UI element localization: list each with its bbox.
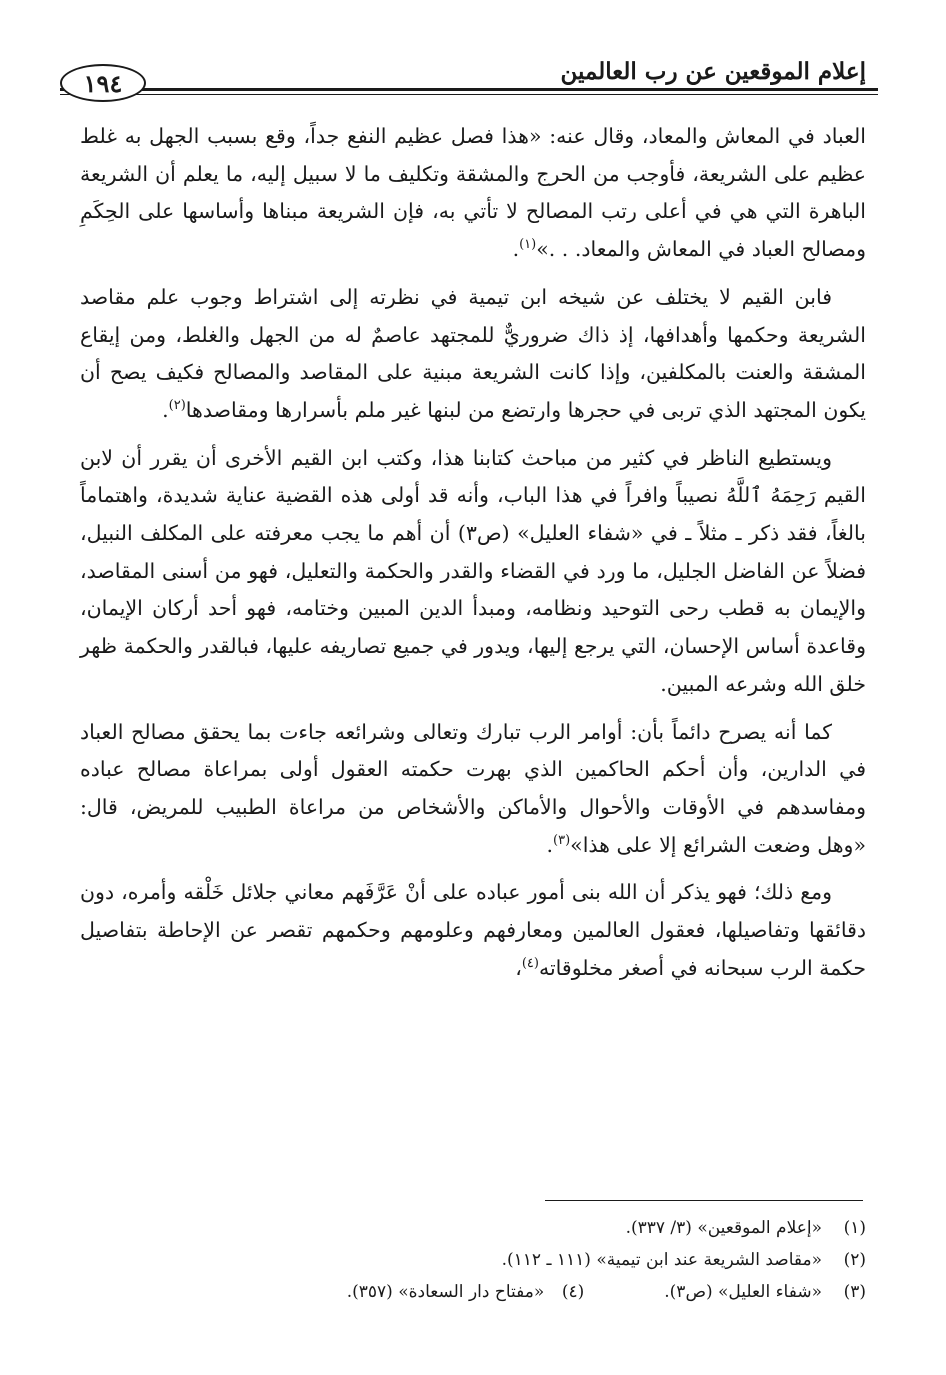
footnote-text: «إعلام الموقعين» (٣/ ٣٣٧).	[625, 1218, 822, 1238]
footnotes	[80, 1212, 866, 1308]
footnote-ref[interactable]: (٤)	[521, 955, 539, 971]
footnote-number: (٢)	[843, 1250, 866, 1270]
paragraph-text: العباد في المعاش والمعاد، وقال عنه: «هذا فصل عظيم النفع جداً، وقع بسبب الجهل به غلط عظيم على الشريعة، فأوجب من الحرج والمشقة وتكليف ما لا سبيل إليه، ما يعلم أن الشريعة الباهرة التي هي في أعلى رتب المصالح لا تأتي به، فإن الشريعة مبناها وأساسها على الحِكَمِ ومصالح العباد في المعاش والمعاد. . .»	[80, 124, 866, 262]
footnote-number: (١)	[843, 1218, 866, 1238]
paragraph-end: .	[546, 832, 554, 857]
paragraph	[80, 440, 866, 704]
footnote-number: (٤)	[561, 1282, 585, 1302]
running-header	[60, 52, 878, 102]
book-title: إعلام الموقعين عن رب العالمين	[560, 58, 866, 85]
paragraph-text: ومع ذلك؛ فهو يذكر أن الله بنى أمور عباده على أنْ عَرَّفَهم معاني جلائل خَلْقه وأمره، دون دقائقها وتفاصيلها، فعقول العالمين ومعارفهم وعلومهم وحكمهم تقصر عن الإحاطة بتفاصيل حكمة الرب سبحانه في أصغر مخلوقاته	[80, 880, 866, 980]
footnote-ref[interactable]: (١)	[519, 237, 537, 253]
footnote-text: «مقاصد الشريعة عند ابن تيمية» (١١١ ـ ١١٢).	[501, 1250, 822, 1270]
paragraph	[80, 874, 866, 987]
footnote	[347, 1276, 585, 1308]
footnote	[80, 1212, 866, 1244]
paragraph	[80, 118, 866, 269]
paragraph	[80, 279, 866, 430]
footnote-separator	[545, 1200, 863, 1201]
paragraph-text: كما أنه يصرح دائماً بأن: أوامر الرب تبارك وتعالى وشرائعه جاءت بما يحقق مصالح العباد في الدارين، وأن أحكم الحاكمين الذي بهرت حكمته العقول أولى بمراعاة مصالح عباده ومفاسدهم في الأوقات والأحوال والأماكن والأشخاص من مراعاة الطبيب للمريض، قال: «وهل وضعت الشرائع إلا على هذا»	[80, 719, 866, 857]
header-rule-thick	[60, 88, 878, 91]
page-number: ١٩٤	[60, 64, 146, 102]
footnote-text: «مفتاح دار السعادة» (٣٥٧).	[346, 1282, 545, 1302]
footnote	[80, 1244, 866, 1276]
paragraph-end: .	[162, 397, 169, 422]
paragraph-end: .	[512, 237, 520, 262]
footnote-ref[interactable]: (٣)	[553, 832, 571, 848]
footnote-pair	[80, 1276, 866, 1308]
footnote-number: (٣)	[843, 1282, 866, 1302]
footnote-text: «شفاء العليل» (ص٣).	[664, 1282, 822, 1302]
header-rule-thin	[60, 94, 878, 95]
paragraph-text: فابن القيم لا يختلف عن شيخه ابن تيمية في نظرته إلى اشتراط وجوب علم مقاصد الشريعة وحكمها وأهدافها، إذ ذاك ضروريٌّ للمجتهد عاصمٌ له من الجهل والغلط، ومن إيقاع المشقة والعنت بالمكلفين، وإذا كانت الشريعة مبنية على المقاصد والمصالح فكيف يصح أن يكون المجتهد الذي تربى في حجرها وارتضع من لبنها غير ملم بأسرارها ومقاصدها	[80, 284, 866, 422]
paragraph	[80, 714, 866, 865]
main-text	[80, 118, 866, 997]
footnote-ref[interactable]: (٢)	[168, 398, 186, 414]
paragraph-text: ويستطيع الناظر في كثير من مباحث كتابنا هذا، وكتب ابن القيم الأخرى أن يقرر أن لابن القيم رَحِمَهُ ٱللَّهُ نصيباً وافراً في هذا الباب، وأنه قد أولى هذه القضية عناية شديدة، واهتماماً بالغاً، فقد ذكر ـ مثلاً ـ في «شفاء العليل» (ص٣) أن أهم ما يجب معرفته على المكلف النبيل، فضلاً عن الفاضل الجليل، ما ورد في القضاء والقدر والحكمة والتعليل، فهو من أسنى المقاصد، والإيمان به قطب رحى التوحيد ونظامه، ومبدأ الدين المبين وختامه، فهو أحد أركان الإيمان، وقاعدة أساس الإحسان، التي يرجع إليها، ويدور في جميع تصاريفه عليها، فبالقدر والحكمة ظهر خلق الله وشرعه المبين.	[80, 445, 866, 696]
paragraph-end: ،	[515, 955, 522, 980]
